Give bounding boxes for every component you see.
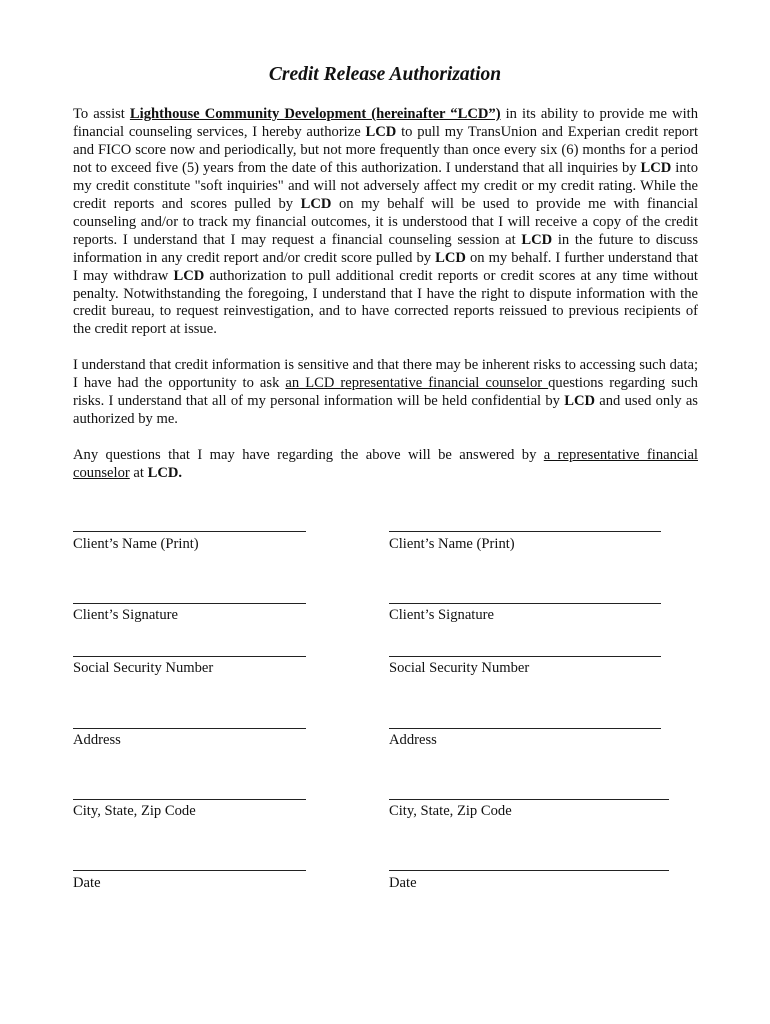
signature-label-right: Client’s Signature xyxy=(389,607,494,623)
document-title: Credit Release Authorization xyxy=(268,64,502,85)
ssn-line-left[interactable] xyxy=(73,656,306,657)
name-print-line-right[interactable] xyxy=(389,531,661,532)
lcd-abbreviation: LCD xyxy=(365,123,397,140)
city-state-zip-line-right[interactable] xyxy=(389,799,669,800)
ssn-label-right: Social Security Number xyxy=(389,660,530,676)
lcd-abbreviation: LCD xyxy=(300,195,332,212)
text-segment: on my behalf will be used to provide me with financial counseling and/or to track my financial outcomes, it is understood that I will receive a copy of the credit reports. I understand that I may request a financial counseling session at xyxy=(73,195,699,248)
ssn-label-left: Social Security Number xyxy=(73,660,214,676)
signature-line-right[interactable] xyxy=(389,603,661,604)
lcd-abbreviation: LCD xyxy=(173,267,205,284)
name-print-line-left[interactable] xyxy=(73,531,306,532)
ssn-line-right[interactable] xyxy=(389,656,661,657)
signature-line-left[interactable] xyxy=(73,603,306,604)
risk-paragraph xyxy=(73,357,698,429)
text-segment: authorization to pull additional credit reports or credit scores at any time without penalty. Notwithstanding the foregoing, I understand that I have the right to dispute information with the credit bureau, to request reinvestigation, and to have corrected reports reissued to previous recipients of the credit report at issue. xyxy=(73,267,698,338)
counselor-reference: a representative financial counselor xyxy=(73,447,698,481)
counselor-reference: an LCD representative financial counselor xyxy=(285,374,549,391)
text-segment: questions regarding such risks. I understand that all of my personal information will be held confidential by xyxy=(73,374,698,409)
text-segment: To assist xyxy=(73,106,130,122)
city-state-zip-line-left[interactable] xyxy=(73,799,306,800)
date-line-right[interactable] xyxy=(389,870,669,871)
text-segment: Any questions that I may have regarding the above will be answered by xyxy=(73,447,544,463)
lcd-abbreviation: LCD xyxy=(640,159,672,176)
lcd-abbreviation: LCD xyxy=(564,392,596,409)
text-segment: on my behalf. I further understand that I may withdraw xyxy=(73,249,698,284)
questions-paragraph xyxy=(73,447,698,483)
name-print-label-right: Client’s Name (Print) xyxy=(389,536,515,552)
text-segment: to pull my TransUnion and Experian credit report and FICO score now and periodically, but not more frequently than once every six (6) months for a period not to exceed five (5) years from the date of this authorization. I understand that all inquiries by xyxy=(73,123,698,176)
lcd-abbreviation: LCD xyxy=(521,231,553,248)
address-line-right[interactable] xyxy=(389,728,661,729)
date-label-right: Date xyxy=(389,875,417,891)
signature-label-left: Client’s Signature xyxy=(73,607,178,623)
city-state-zip-label-left: City, State, Zip Code xyxy=(73,803,196,819)
text-segment: in its ability to provide me with financial counseling services, I hereby authorize xyxy=(73,106,698,140)
text-segment: I understand that credit information is sensitive and that there may be inherent risks to accessing such data; I have had the opportunity to ask xyxy=(73,357,698,391)
address-line-left[interactable] xyxy=(73,728,306,729)
lcd-abbreviation: LCD xyxy=(435,249,466,266)
text-segment: into my credit constitute "soft inquiries" and will not adversely affect my credit or my credit rating. While the credit reports and scores pulled by xyxy=(73,159,698,212)
organization-name: Lighthouse Community Development (hereinafter “LCD”) xyxy=(129,106,501,122)
authorization-paragraph xyxy=(73,106,698,339)
date-label-left: Date xyxy=(73,875,101,891)
address-label-left: Address xyxy=(73,732,121,748)
text-segment: at xyxy=(129,464,148,481)
name-print-label-left: Client’s Name (Print) xyxy=(73,536,199,552)
date-line-left[interactable] xyxy=(73,870,306,871)
address-label-right: Address xyxy=(389,732,437,748)
text-segment: in the future to discuss information in any credit report and/or credit score pulled by xyxy=(73,231,698,266)
city-state-zip-label-right: City, State, Zip Code xyxy=(389,803,512,819)
lcd-abbreviation: LCD. xyxy=(147,464,183,481)
text-segment: and used only as authorized by me. xyxy=(73,392,698,427)
